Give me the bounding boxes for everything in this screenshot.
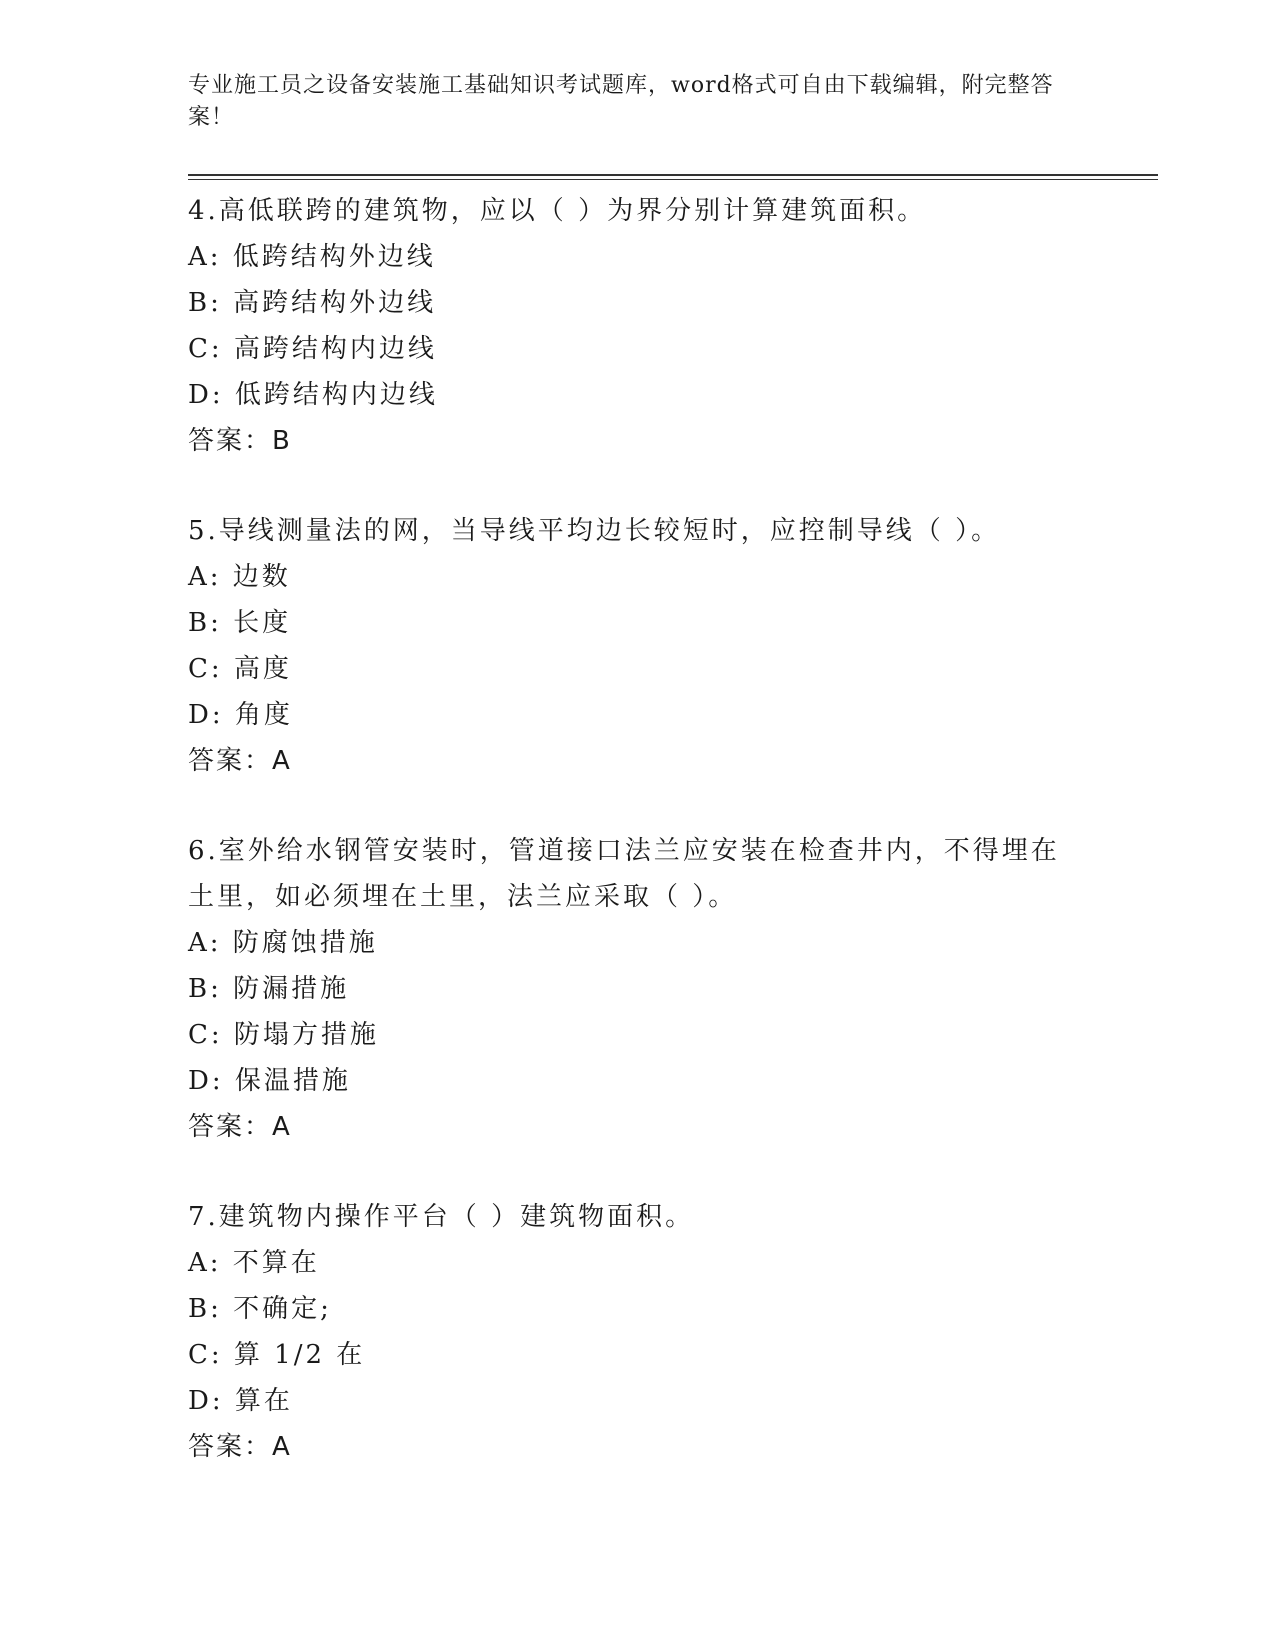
option-a: A: 低跨结构外边线 (188, 242, 436, 272)
option-d: D: 低跨结构内边线 (188, 380, 438, 410)
answer: 答案：A (188, 1432, 292, 1462)
header-divider (188, 174, 1158, 180)
option-a: A: 不算在 (188, 1248, 320, 1278)
question-7 (188, 1194, 1158, 1470)
option-c: C: 防塌方措施 (188, 1020, 379, 1050)
option-c: C: 算 1/2 在 (188, 1340, 366, 1370)
question-6 (188, 828, 1158, 1150)
question-stem: 7.建筑物内操作平台（ ）建筑物面积。 (188, 1202, 695, 1232)
question-5 (188, 508, 1158, 784)
answer: 答案：B (188, 426, 292, 456)
option-b: B: 不确定; (188, 1294, 332, 1324)
question-4 (188, 188, 1158, 464)
question-stem: 6.室外给水钢管安装时，管道接口法兰应安装在检查井内，不得埋在土里，如必须埋在土里，法兰应采取（ ）。 (188, 836, 1060, 912)
option-b: B: 长度 (188, 608, 292, 638)
option-d: D: 角度 (188, 700, 293, 730)
question-stem: 5.导线测量法的网，当导线平均边长较短时，应控制导线（ ）。 (188, 516, 1001, 546)
option-a: A: 防腐蚀措施 (188, 928, 378, 958)
option-c: C: 高跨结构内边线 (188, 334, 437, 364)
option-b: B: 高跨结构外边线 (188, 288, 437, 318)
header-note: 专业施工员之设备安装施工基础知识考试题库，word格式可自由下载编辑，附完整答案！ (188, 73, 1054, 130)
option-b: B: 防漏措施 (188, 974, 350, 1004)
option-c: C: 高度 (188, 654, 292, 684)
option-d: D: 保温措施 (188, 1066, 351, 1096)
option-d: D: 算在 (188, 1386, 293, 1416)
question-stem: 4.高低联跨的建筑物，应以（ ）为界分别计算建筑面积。 (188, 196, 927, 226)
option-a: A: 边数 (188, 562, 291, 592)
answer: 答案：A (188, 1112, 292, 1142)
document-page (188, 70, 1158, 1470)
answer: 答案：A (188, 746, 292, 776)
